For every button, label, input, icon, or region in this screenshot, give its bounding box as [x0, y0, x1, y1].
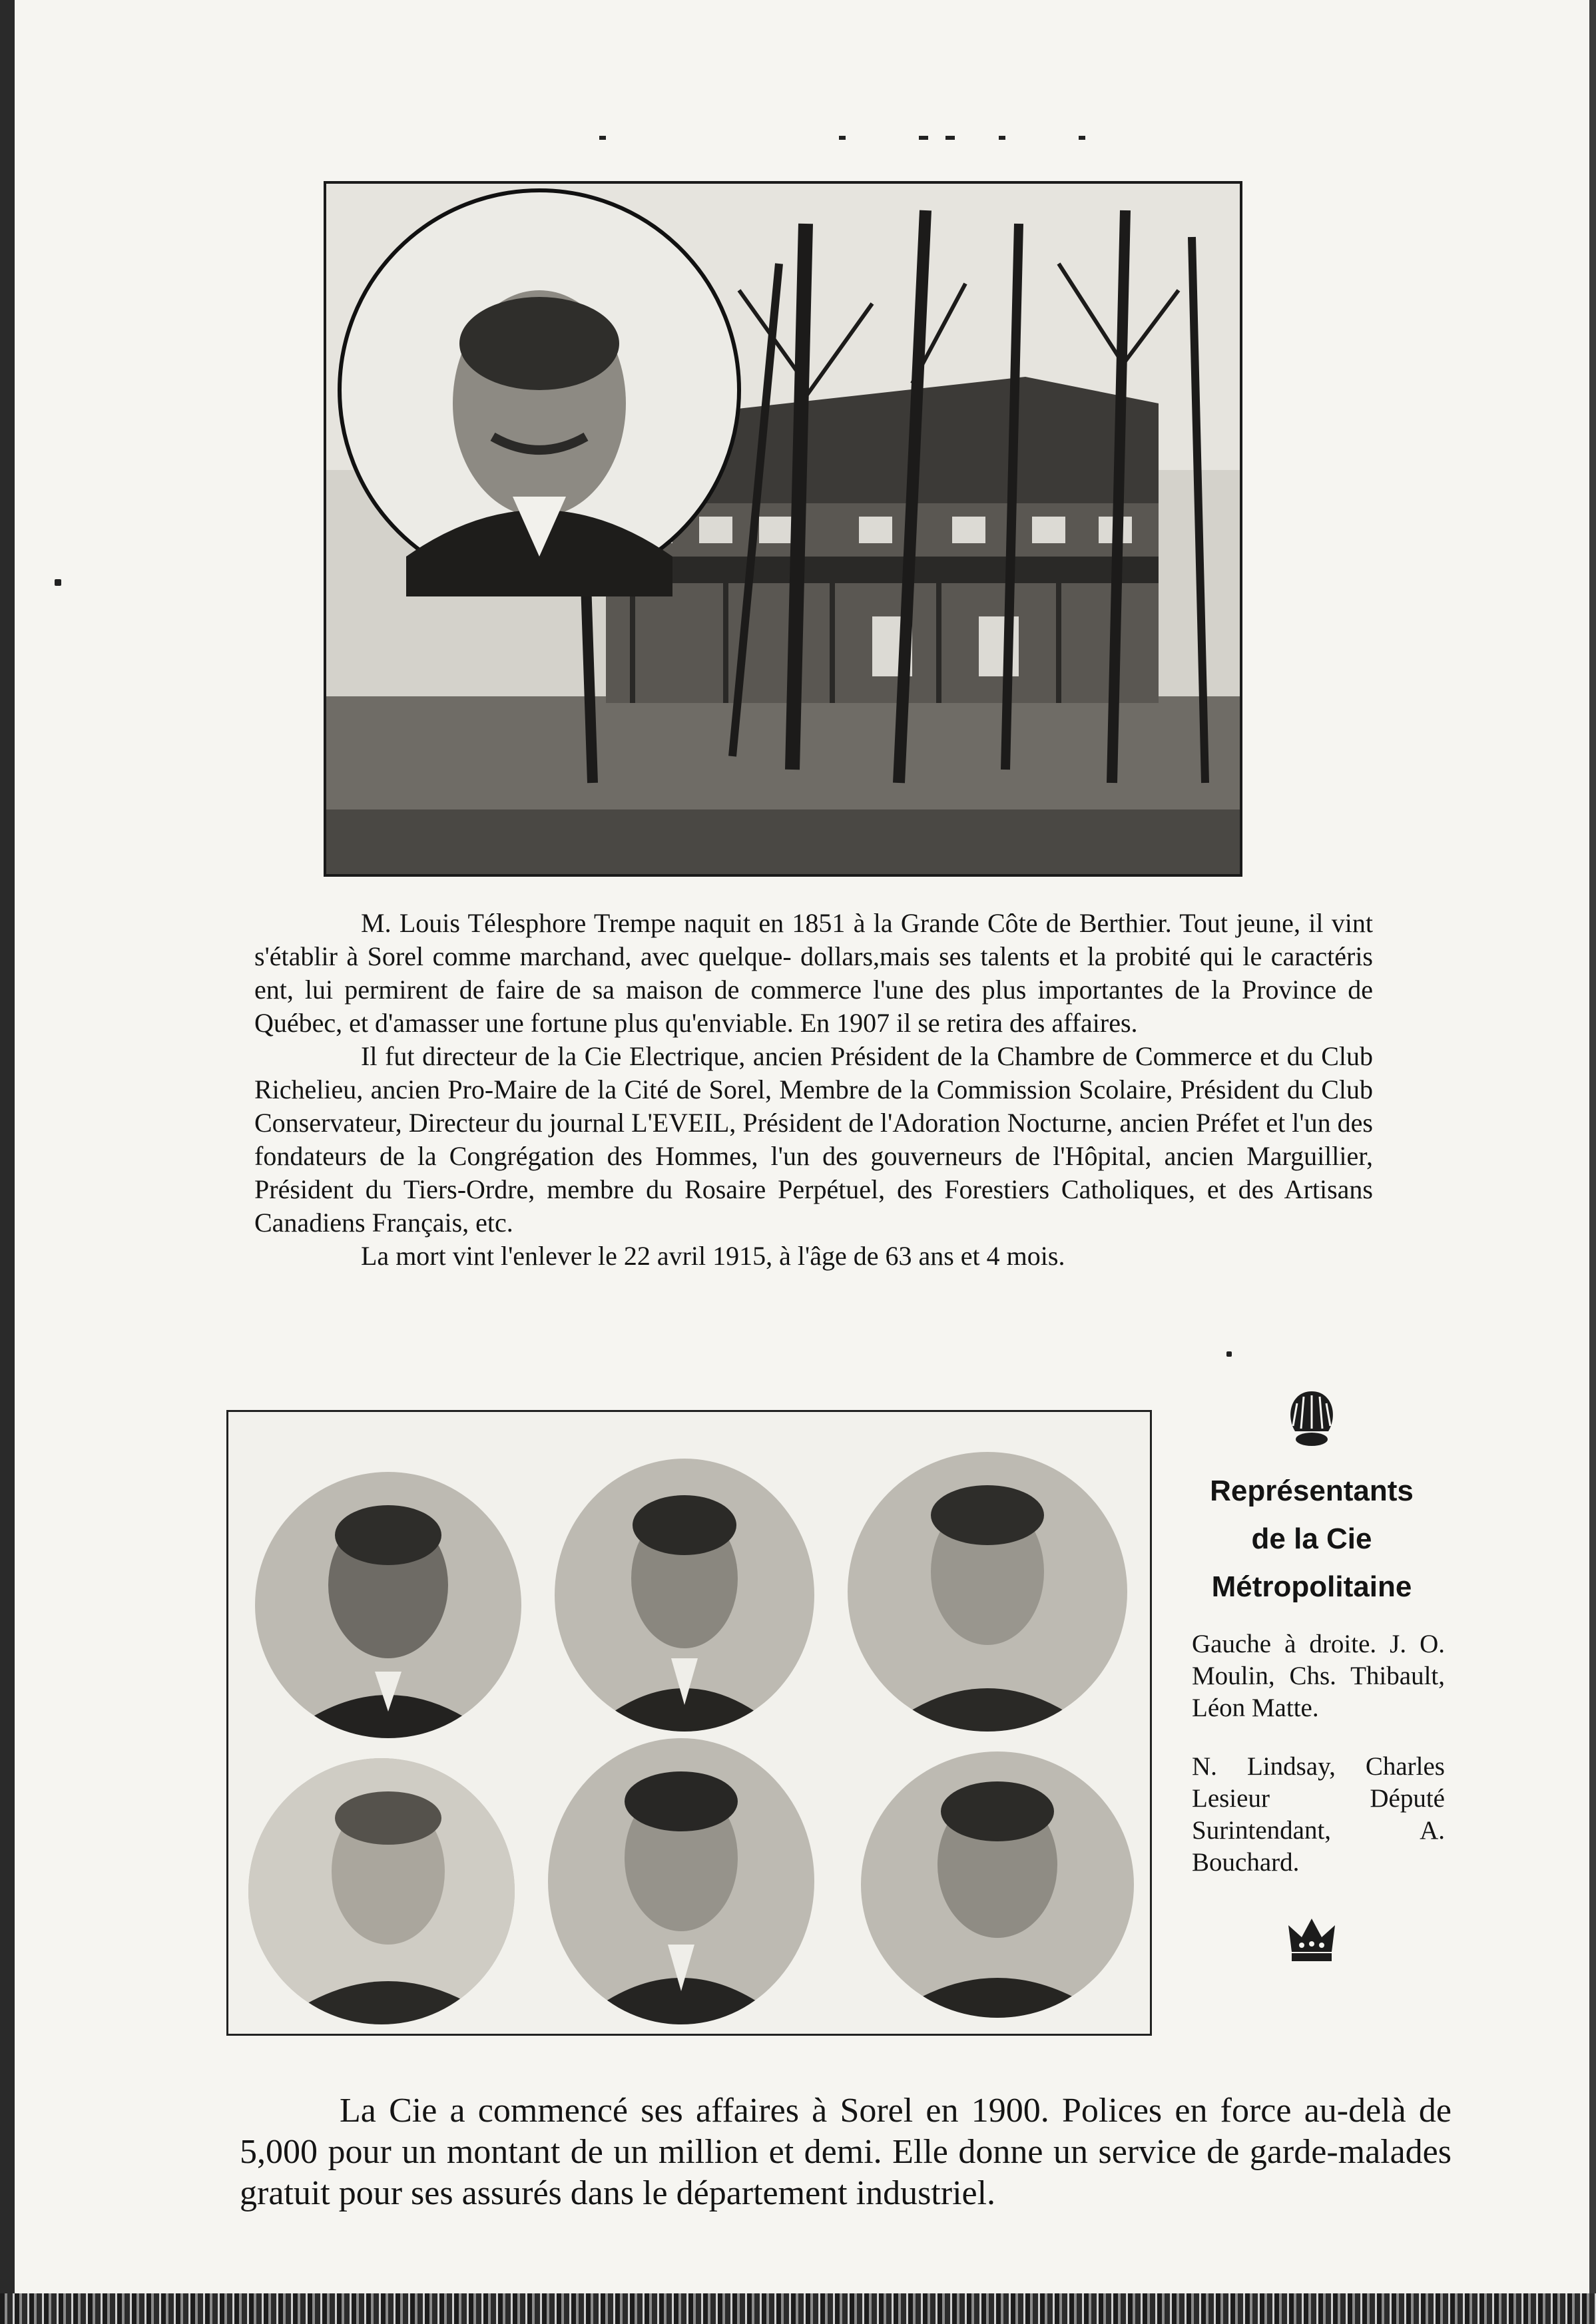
portrait-leon-matte	[848, 1452, 1127, 1732]
portrait-chs-thibault	[555, 1459, 814, 1732]
company-closing-text	[240, 2090, 1452, 2214]
obituary-paragraph-3: La mort vint l'enlever le 22 avril 1915, à l'âge de 63 ans et 4 mois.	[361, 1241, 1065, 1271]
obituary-text	[254, 907, 1373, 1273]
representatives-caption-panel	[1179, 1385, 1445, 1972]
caption-top-row: Gauche à droite. J. O. Moulin, Chs. Thibault, Léon Matte.	[1192, 1630, 1445, 1722]
scan-edge-bottom	[0, 2293, 1596, 2324]
obituary-paragraph-2: Il fut directeur de la Cie Electrique, ancien Président de la Chambre de Commerce et du Club Richelieu, ancien Pro-Maire de la Cité de Sorel, Membre de la Commission Scolaire, Président du Club Conservateur, Directeur du journal L'EVEIL, Président de l'Adoration Nocturne, ancien Préfet et l'un des fondateurs de la Congrégation des Hommes, l'un des gouverneurs de l'Hôpital, ancien Marguillier, Président du Tiers-Ordre, membre du Rosaire Perpétuel, des Forestiers Catholiques, et des Artisans Canadiens Français, etc.	[254, 1041, 1373, 1238]
top-print-marks	[599, 132, 1132, 145]
portrait-j-o-moulin	[255, 1472, 521, 1738]
portrait-charles-lesieur	[548, 1738, 814, 2024]
separator-dot	[1226, 1351, 1232, 1357]
caption-bottom-row: N. Lindsay, Charles Lesieur Député Surintendant, A. Bouchard.	[1192, 1752, 1445, 1877]
house-photo-illustration	[326, 184, 1240, 874]
title-line-2: de la Cie	[1251, 1522, 1372, 1555]
shell-ornament-icon	[1278, 1385, 1345, 1451]
title-line-1: Représentants	[1210, 1475, 1414, 1507]
margin-dot	[55, 579, 61, 586]
scan-edge-left	[0, 0, 15, 2324]
representatives-title	[1179, 1467, 1445, 1611]
scan-edge-right	[1589, 0, 1596, 2324]
closing-paragraph: La Cie a commencé ses affaires à Sorel en 1900. Polices en force au-delà de 5,000 pour un montant de un million et demi. Elle donne un service de garde-malades gratuit pour ses assurés dans le département industriel.	[240, 2092, 1452, 2212]
title-line-3: Métropolitaine	[1211, 1570, 1412, 1603]
portrait-a-bouchard	[861, 1751, 1134, 2018]
obituary-paragraph-1: M. Louis Télesphore Trempe naquit en 1851 à la Grande Côte de Berthier. Tout jeune, il vint s'établir à Sorel comme marchand, avec quelque- dollars,mais ses talents et la probité qui le caractéris ent, lui permirent de faire de sa maison de commerce l'une des plus importantes de la Province de Québec, et d'amasser une fortune plus qu'enviable. En 1907 il se retira des affaires.	[254, 908, 1373, 1038]
representatives-photo-grid	[226, 1410, 1152, 2036]
portrait-n-lindsay	[248, 1758, 515, 2024]
trempe-house-photo	[324, 181, 1242, 877]
crown-ornament-icon	[1278, 1905, 1345, 1972]
